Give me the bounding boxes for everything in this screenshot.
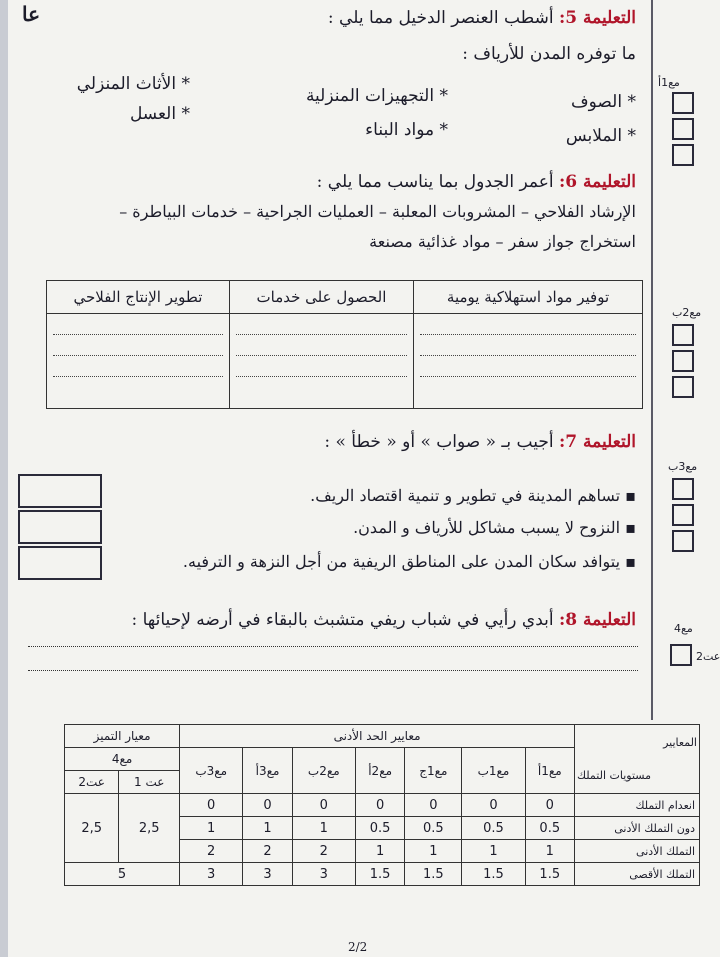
- q8-score-box[interactable]: [670, 644, 692, 666]
- grade-cell: 2: [243, 840, 292, 863]
- q8-answer-line-1[interactable]: [28, 646, 638, 647]
- grade-cell: 1.5: [405, 863, 462, 886]
- q8-heading: [132, 610, 637, 630]
- col-head-3: مع1ج: [405, 748, 462, 794]
- q7-score-box-3[interactable]: [672, 530, 694, 552]
- grade-cell: 3: [243, 863, 292, 886]
- margin-divider: [651, 0, 653, 720]
- q5-score-box-1[interactable]: [672, 92, 694, 114]
- grade-cell: 0: [243, 794, 292, 817]
- corner-mark: عا: [22, 2, 41, 26]
- q5-heading: [328, 8, 636, 28]
- q8-criterion-label: عت2: [696, 650, 720, 663]
- paper-edge: [0, 0, 8, 957]
- grade-cell: 0.5: [525, 817, 574, 840]
- col-head-4: مع2أ: [355, 748, 404, 794]
- q7-statement-1: ▪ تساهم المدينة في تطوير و تنمية اقتصاد الريف.: [310, 486, 636, 505]
- grade-cell: 1: [525, 840, 574, 863]
- q5-score-box-2[interactable]: [672, 118, 694, 140]
- grade-cell: 0.5: [405, 817, 462, 840]
- grading-table: [64, 724, 700, 886]
- min-criteria-header: معايير الحد الأدنى: [180, 725, 575, 748]
- grade-cell: 2: [180, 840, 243, 863]
- row-label-min: التملك الأدنى: [575, 840, 700, 863]
- q8-criterion: مع4: [674, 622, 693, 635]
- q6-heading: [317, 172, 636, 192]
- grade-cell: 2: [292, 840, 355, 863]
- q5-item-4: * الملابس: [565, 126, 636, 146]
- q7-heading: [324, 432, 636, 452]
- grade-cell: 1: [462, 840, 525, 863]
- page-number: 2/2: [348, 940, 368, 954]
- grade-cell: 0: [525, 794, 574, 817]
- grade-cell: 0: [355, 794, 404, 817]
- grade-cell: 0: [292, 794, 355, 817]
- grade-cell: 0: [180, 794, 243, 817]
- q6-score-box-2[interactable]: [672, 350, 694, 372]
- q7-statement-2-text: النزوح لا يسبب مشاكل للأرياف و المدن.: [353, 518, 621, 537]
- ex-col-head-1: عت 1: [119, 771, 180, 794]
- grade-cell: 3: [180, 863, 243, 886]
- q7-answer-box-3[interactable]: [18, 546, 102, 580]
- q6-label: التعليمة 6:: [559, 172, 636, 192]
- q6-answer-cell-1[interactable]: [414, 314, 643, 409]
- col-head-7: مع3ب: [180, 748, 243, 794]
- row-label-max: التملك الأقصى: [575, 863, 700, 886]
- exam-sheet: [8, 0, 720, 957]
- q7-answer-box-2[interactable]: [18, 510, 102, 544]
- q6-criterion: مع2ب: [672, 306, 702, 319]
- col-head-6: مع3أ: [243, 748, 292, 794]
- q5-item-6: * العسل: [129, 104, 190, 124]
- q7-score-box-2[interactable]: [672, 504, 694, 526]
- q6-col-farm-production: تطوير الإنتاج الفلاحي: [47, 281, 230, 314]
- q5-subtitle: ما توفره المدن للأرياف :: [462, 44, 636, 64]
- grade-cell: 0: [405, 794, 462, 817]
- grade-cell: 0.5: [355, 817, 404, 840]
- grade-cell: 1: [405, 840, 462, 863]
- q5-item-2: * التجهيزات المنزلية: [305, 86, 448, 106]
- col-head-5: مع2ب: [292, 748, 355, 794]
- q6-text: أعمر الجدول بما يناسب مما يلي :: [316, 172, 554, 192]
- q7-label: التعليمة 7:: [559, 432, 636, 452]
- grade-cell: 1: [292, 817, 355, 840]
- q6-col-services: الحصول على خدمات: [229, 281, 413, 314]
- grade-cell: 1.5: [525, 863, 574, 886]
- grade-cell: 1: [180, 817, 243, 840]
- grade-cell: 1.5: [462, 863, 525, 886]
- grade-cell: 0: [462, 794, 525, 817]
- grade-cell: 1.5: [355, 863, 404, 886]
- q7-answer-box-1[interactable]: [18, 474, 102, 508]
- grade-cell: 3: [292, 863, 355, 886]
- q5-item-3: * الأثاث المنزلي: [76, 74, 190, 94]
- criteria-header: المعايير: [663, 736, 697, 749]
- q5-item-1: * الصوف: [571, 92, 636, 112]
- q6-score-box-3[interactable]: [672, 376, 694, 398]
- levels-header: مستويات التملك: [577, 769, 651, 782]
- grade-cell: 0.5: [462, 817, 525, 840]
- col-head-2: مع1ب: [462, 748, 525, 794]
- q7-text: أجيب بـ « صواب » أو « خطأ » :: [324, 432, 554, 452]
- q6-score-box-1[interactable]: [672, 324, 694, 346]
- q7-statement-3: ▪ يتوافد سكان المدن على المناطق الريفية من أجل النزهة و الترفيه.: [182, 552, 636, 571]
- q6-table: [46, 280, 643, 409]
- ex-total: 5: [65, 863, 180, 886]
- q7-score-box-1[interactable]: [672, 478, 694, 500]
- q8-text: أبدي رأيي في شباب ريفي متشبث بالبقاء في أرضه لإحيائها :: [131, 610, 554, 630]
- q7-statement-1-text: تساهم المدينة في تطوير و تنمية اقتصاد الريف.: [310, 486, 621, 505]
- col-head-1: مع1أ: [525, 748, 574, 794]
- row-label-below-min: دون التملك الأدنى: [575, 817, 700, 840]
- q5-label: التعليمة 5:: [559, 8, 636, 28]
- ex-value-2: 2,5: [65, 794, 119, 863]
- grade-cell: 1: [243, 817, 292, 840]
- q6-answer-cell-2[interactable]: [229, 314, 413, 409]
- ex-group-head: مع4: [65, 748, 180, 771]
- excellence-header: معيار التميز: [65, 725, 180, 748]
- q7-criterion: مع3ب: [668, 460, 698, 473]
- q6-col-consumer-goods: توفير مواد استهلاكية يومية: [414, 281, 643, 314]
- q8-label: التعليمة 8:: [559, 610, 636, 630]
- ex-value-1: 2,5: [119, 794, 180, 863]
- q7-statement-3-text: يتوافد سكان المدن على المناطق الريفية من أجل النزهة و الترفيه.: [182, 552, 621, 571]
- q5-item-5: * مواد البناء: [365, 120, 448, 140]
- q8-answer-line-2[interactable]: [28, 670, 638, 671]
- q5-text: أشطب العنصر الدخيل مما يلي :: [327, 8, 554, 28]
- grade-cell: 1: [355, 840, 404, 863]
- q6-options-line-1: الإرشاد الفلاحي – المشروبات المعلبة – العمليات الجراحية – خدمات البياطرة –: [119, 202, 636, 221]
- q6-options-line-2: استخراج جواز سفر – مواد غذائية مصنعة: [369, 232, 636, 251]
- q5-criterion: مع1أ: [658, 76, 680, 89]
- row-label-none: انعدام التملك: [575, 794, 700, 817]
- q5-score-box-3[interactable]: [672, 144, 694, 166]
- q7-statement-2: ▪ النزوح لا يسبب مشاكل للأرياف و المدن.: [353, 518, 636, 537]
- q6-answer-cell-3[interactable]: [47, 314, 230, 409]
- ex-col-head-2: عت2: [65, 771, 119, 794]
- grading-corner-cell: [575, 725, 700, 794]
